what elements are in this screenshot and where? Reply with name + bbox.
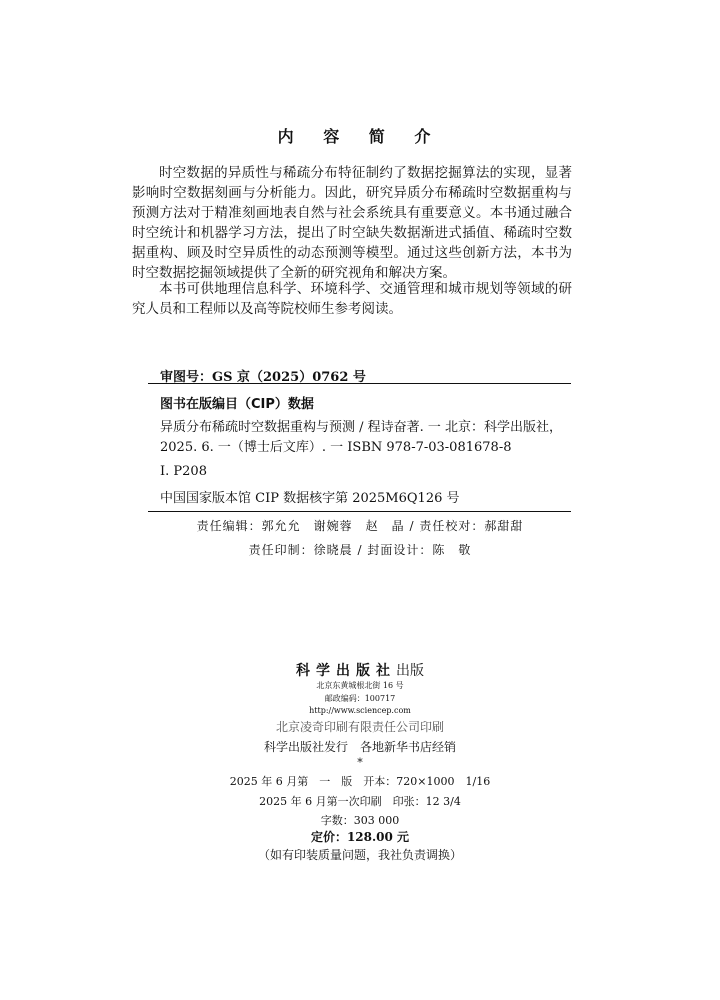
cip-description: 异质分布稀疏时空数据重构与预测 / 程诗奋著. 一 北京：科学出版社，2025. 6. 一（博士后文库）. 一 ISBN 978-7-03-081678-8 <box>160 420 563 455</box>
edition-info: 2025 年 6 月第 一 版 开本：720×1000 1/16 <box>229 775 491 788</box>
publisher-address: 北京东黄城根北街 16 号 <box>316 681 404 690</box>
page-title: 内 容 简 介 <box>277 127 443 146</box>
word-count: 字数：303 000 <box>320 814 400 827</box>
publisher-zip: 邮政编码：100717 <box>324 694 396 703</box>
divider-top <box>148 383 571 384</box>
staff-production: 责任印制：徐晓晨 / 封面设计：陈 敬 <box>248 543 472 557</box>
cip-heading: 图书在版编目（CIP）数据 <box>160 397 314 412</box>
printer-info: 北京凌奇印刷有限责任公司印刷 <box>275 720 444 734</box>
printing-info: 2025 年 6 月第一次印刷 印张：12 3/4 <box>259 795 461 808</box>
intro-paragraph-2: 本书可供地理信息科学、环境科学、交通管理和城市规划等领域的研究人员和工程师以及高等院校师生参考阅读。 <box>132 281 572 317</box>
divider-bottom <box>148 511 571 512</box>
separator-star: * <box>357 756 363 769</box>
cip-classification: Ⅰ. P208 <box>160 464 207 479</box>
distribution-info: 科学出版社发行 各地新华书店经销 <box>263 740 456 754</box>
cip-verification: 中国国家版本馆 CIP 数据核字第 2025M6Q126 号 <box>160 491 460 506</box>
price: 定价：128.00 元 <box>310 830 410 844</box>
publisher-name <box>0 660 720 680</box>
publisher-suffix: 出版 <box>396 663 424 679</box>
publisher-url: http://www.sciencep.com <box>309 706 411 715</box>
publisher-logo-text: 科学出版社 <box>296 663 396 679</box>
quality-notice: （如有印装质量问题，我社负责调换） <box>257 848 462 862</box>
staff-editors: 责任编辑：郭允允 谢婉蓉 赵 晶 / 责任校对：郝甜甜 <box>196 519 524 533</box>
map-approval-number: 审图号：GS 京（2025）0762 号 <box>160 370 366 385</box>
intro-paragraph-1: 时空数据的异质性与稀疏分布特征制约了数据挖掘算法的实现，显著影响时空数据刻画与分析能力。因此，研究异质分布稀疏时空数据重构与预测方法对于精准刻画地表自然与社会系统具有重要意义。本书通过融合时空统计和机器学习方法，提出了时空缺失数据渐进式插值、稀疏时空数据重构、顾及时空异质性的动态预测等模型。通过这些创新方法，本书为时空数据挖掘领域提供了全新的研究视角和解决方案。 <box>132 165 572 281</box>
